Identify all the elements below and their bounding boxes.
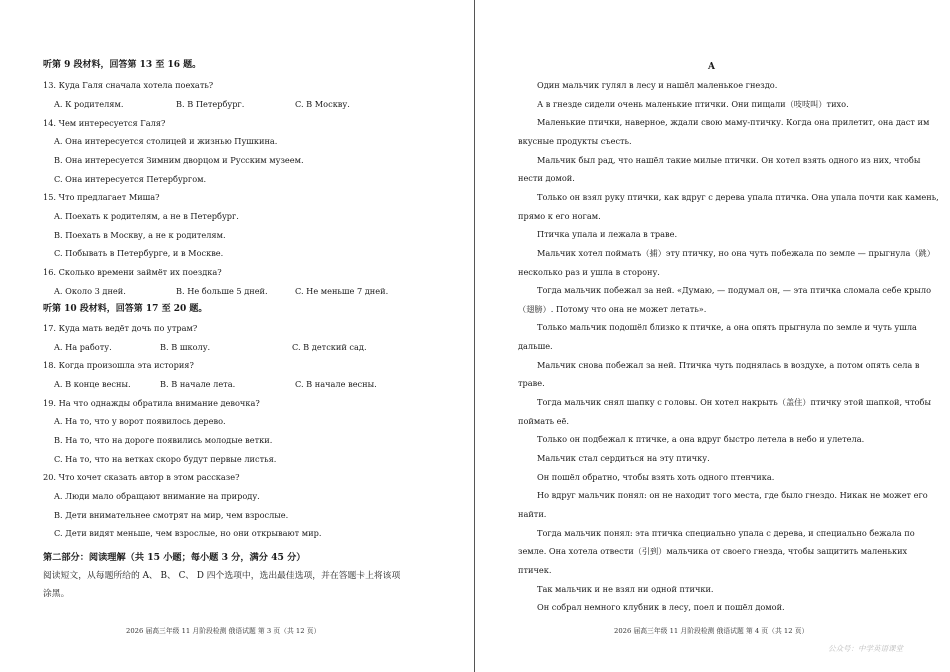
passage-line: прямо к его ногам. xyxy=(518,211,601,221)
passage-line: Он пошёл обратно, чтобы взять хоть одного птенчика. xyxy=(537,472,775,482)
passage-line: траве. xyxy=(518,378,545,388)
question-19: 19. На что однажды обратила внимание девочка? xyxy=(43,398,260,408)
passage-line: Один мальчик гулял в лесу и нашёл маленькое гнездо. xyxy=(537,80,778,90)
q14-option-b: B. Она интересуется Зимним дворцом и Русским музеем. xyxy=(54,155,304,165)
passage-line: Мальчик стал сердиться на эту птичку. xyxy=(537,453,710,463)
left-page xyxy=(0,0,474,672)
passage-line: Тогда мальчик понял: эта птичка специально упала с дерева, и специально бежала по xyxy=(537,528,915,538)
passage-line: Только он подбежал к птичке, а она вдруг быстро летела в небо и улетела. xyxy=(537,434,865,444)
passage-line: нести домой. xyxy=(518,173,575,183)
q17-option-a: A. На работу. xyxy=(54,342,112,352)
passage-line: поймать её. xyxy=(518,416,569,426)
q19-option-c: C. На то, что на ветках скоро будут первые листья. xyxy=(54,454,277,464)
passage-line: Тогда мальчик побежал за ней. «Думаю, — подумал он, — эта птичка сломала себе крыло xyxy=(537,285,932,295)
page-footer-4: 2026 届高三年级 11 月阶段检测 俄语试题 第 4 页（共 12 页） xyxy=(614,627,809,635)
q16-option-a: A. Около 3 дней. xyxy=(54,286,126,296)
part-2-instructions-line-1: 阅读短文，从每题所给的 A、 B、 C、 D 四个选项中，选出最佳选项，并在答题卡上将该项 xyxy=(43,571,401,581)
passage-line: птичек. xyxy=(518,565,552,575)
q14-option-c: C. Она интересуется Петербургом. xyxy=(54,174,207,184)
passage-line: （翅膀）. Потому что она не может летать». xyxy=(518,304,707,314)
q16-option-c: C. Не меньше 7 дней. xyxy=(295,286,389,296)
passage-line: Маленькие птички, наверное, ждали свою маму-птичку. Когда она прилетит, она даст им xyxy=(537,117,930,127)
q20-option-c: C. Дети видят меньше, чем взрослые, но они открывают мир. xyxy=(54,528,322,538)
q19-option-b: B. На то, что на дороге появились молодые ветки. xyxy=(54,435,273,445)
q20-option-a: A. Люди мало обращают внимание на природу. xyxy=(54,491,260,501)
passage-line: Он собрал немного клубник в лесу, поел и пошёл домой. xyxy=(537,602,785,612)
passage-line: А в гнезде сидели очень маленькие птички. Они пищали（吱吱叫）тихо. xyxy=(537,99,849,109)
passage-line: Но вдруг мальчик понял: он не находит того места, где было гнездо. Никак не может его xyxy=(537,490,928,500)
page-footer-3: 2026 届高三年级 11 月阶段检测 俄语试题 第 3 页（共 12 页） xyxy=(126,627,321,635)
question-13: 13. Куда Галя сначала хотела поехать? xyxy=(43,80,214,90)
passage-line: найти. xyxy=(518,509,547,519)
passage-line: земле. Она хотела отвести（引到）мальчика от своего гнезда, чтобы защитить маленьких xyxy=(518,546,908,556)
question-15: 15. Что предлагает Миша? xyxy=(43,192,160,202)
passage-line: Тогда мальчик снял шапку с головы. Он хотел накрыть（盖住）птичку этой шапкой, чтобы xyxy=(537,397,931,407)
passage-line: Птичка упала и лежала в траве. xyxy=(537,229,678,239)
q18-option-b: B. В начале лета. xyxy=(160,379,236,389)
section-9-header: 听第 9 段材料，回答第 13 至 16 题。 xyxy=(43,60,202,70)
passage-line: Только мальчик подошёл близко к птичке, а она опять прыгнула по земле и чуть ушла xyxy=(537,322,917,332)
passage-line: Мальчик был рад, что нашёл такие милые птички. Он хотел взять одного из них, чтобы xyxy=(537,155,921,165)
q15-option-b: B. Поехать в Москву, а не к родителям. xyxy=(54,230,226,240)
passage-title: A xyxy=(708,62,715,72)
right-page xyxy=(476,0,950,672)
passage-line: Мальчик хотел поймать（捕）эту птичку, но она чуть побежала по земле — прыгнула（跳） xyxy=(537,248,935,258)
passage-line: несколько раз и ушла в сторону. xyxy=(518,267,660,277)
q13-option-a: A. К родителям. xyxy=(54,99,124,109)
part-2-header: 第二部分：阅读理解（共 15 小题；每小题 3 分，满分 45 分） xyxy=(43,552,306,563)
passage-line: Так мальчик и не взял ни одной птички. xyxy=(537,584,714,594)
q18-option-a: A. В конце весны. xyxy=(54,379,131,389)
question-16: 16. Сколько времени займёт их поездка? xyxy=(43,267,222,277)
page-divider xyxy=(474,0,475,672)
q13-option-b: B. В Петербург. xyxy=(176,99,245,109)
q17-option-b: B. В школу. xyxy=(160,342,211,352)
q14-option-a: A. Она интересуется столицей и жизнью Пушкина. xyxy=(54,136,278,146)
watermark: 公众号：中学英语课堂 xyxy=(828,644,903,653)
section-10-header: 听第 10 段材料，回答第 17 至 20 题。 xyxy=(43,304,208,314)
passage-line: вкусные продукты съесть. xyxy=(518,136,632,146)
q15-option-c: C. Побывать в Петербурге, и в Москве. xyxy=(54,248,224,258)
question-17: 17. Куда мать ведёт дочь по утрам? xyxy=(43,323,198,333)
q13-option-c: C. В Москву. xyxy=(295,99,350,109)
q18-option-c: C. В начале весны. xyxy=(295,379,377,389)
question-20: 20. Что хочет сказать автор в этом рассказе? xyxy=(43,472,240,482)
passage-line: Только он взял руку птички, как вдруг с дерева упала птичка. Она упала почти как камень, xyxy=(537,192,939,202)
question-14: 14. Чем интересуется Галя? xyxy=(43,118,166,128)
q19-option-a: A. На то, что у ворот появилось дерево. xyxy=(54,416,226,426)
passage-line: дальше. xyxy=(518,341,553,351)
question-18: 18. Когда произошла эта история? xyxy=(43,360,194,370)
part-2-instructions-line-2: 涂黑。 xyxy=(43,589,70,599)
q16-option-b: B. Не больше 5 дней. xyxy=(176,286,268,296)
q17-option-c: C. В детский сад. xyxy=(292,342,367,352)
q20-option-b: B. Дети внимательнее смотрят на мир, чем взрослые. xyxy=(54,510,289,520)
q15-option-a: A. Поехать к родителям, а не в Петербург. xyxy=(54,211,239,221)
passage-line: Мальчик снова побежал за ней. Птичка чуть поднялась в воздухе, а потом опять села в xyxy=(537,360,920,370)
